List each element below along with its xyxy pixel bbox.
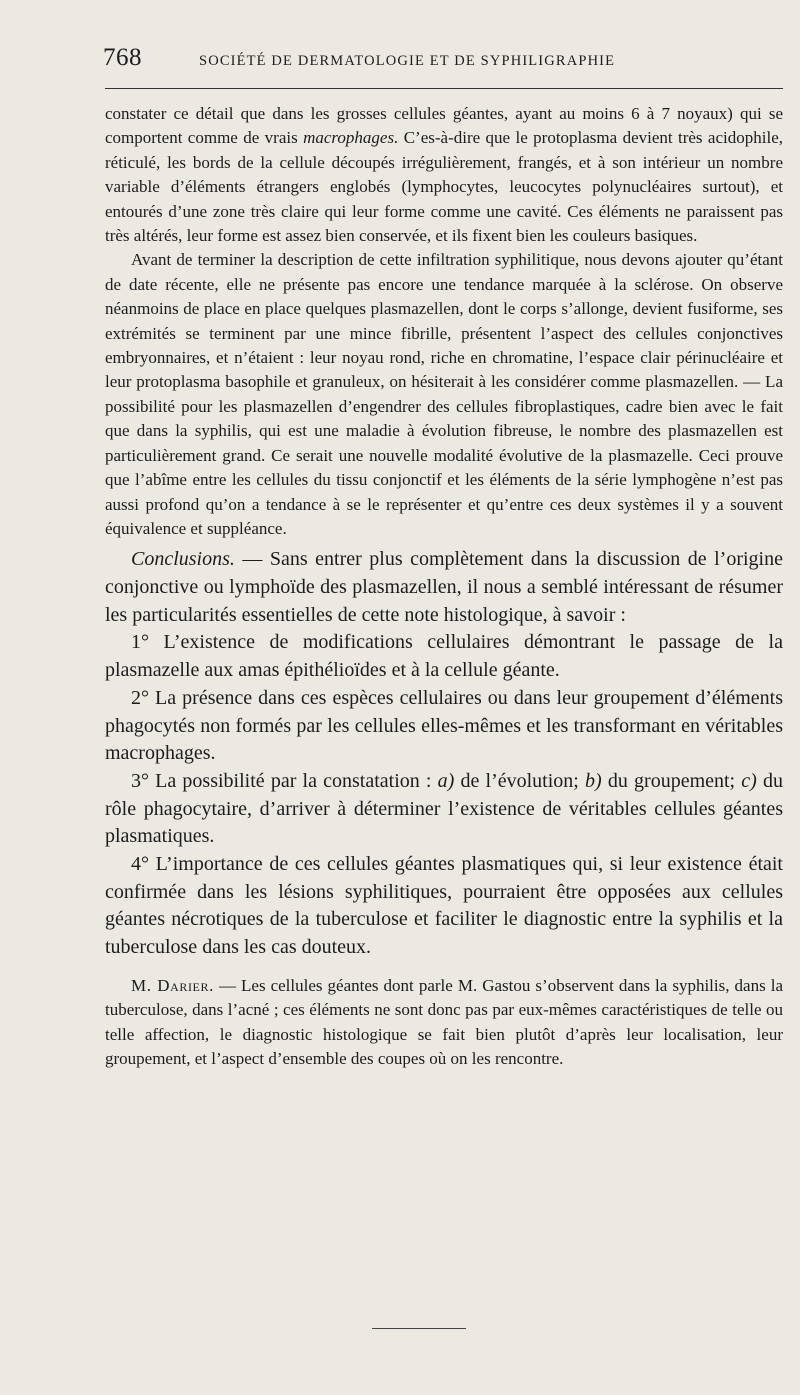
conclusion-item-4: 4° L’importance de ces cellules géantes plasmatiques qui, si leur existence était confirmée dans les lésions syphilitiques, pourraient être opposées aux cellules géantes nécrotiques de la tuberculose et faciliter le diagnostic entre la syphilis et la tuberculose dans les cas douteux. [105, 853, 783, 959]
conclusion-item-3 [105, 768, 783, 851]
discussion-paragraph [105, 974, 783, 1072]
italic-term: macrophages. [303, 128, 399, 148]
conclusion-text: du rôle phagocytaire, d’arriver à déterminer l’existence de véritables cellules géantes plasmatiques. [105, 769, 784, 848]
conclusion-text: du groupement; [601, 769, 742, 792]
page-number: 768 [103, 44, 142, 71]
paragraph-description: Avant de terminer la description de cette infiltration syphilitique, nous devons ajouter qu’étant de date récente, elle ne présente pas encore une tendance marquée à la sclérose. On observe néanmoins de place en place quelques plasmazellen, dont le corps s’allonge, devient fusiforme, ses extrémités se terminent par une mince fibrille, présentent l’aspect des cellules conjonctives embryonnaires, et n’étaient : leur noyau rond, riche en chromatine, l’espace clair périnucléaire et leur protoplasma basophile et granuleux, on hésiterait à les considérer comme plasmazellen. — La possibilité pour les plasmazellen d’engendrer des cellules fibroplastiques, cadre bien avec le fait que dans la syphilis, qui est une maladie à évolution fibreuse, le nombre des plasmazellen est particulièrement grand. Ce serait une nouvelle modalité évolutive de la plasmazelle. Ceci prouve que l’abîme entre les cellules du tissu conjonctif et les éléments de la série lymphogène n’est pas aussi profond qu’on a tendance à se le représenter et qu’entre ces deux systèmes il y a souvent équivalence et suppléance. [105, 250, 783, 538]
discussion-text: — Les cellules géantes dont parle M. Gastou s’observent dans la syphilis, dans la tuberculose, dans l’acné ; ces éléments ne sont donc pas par eux-mêmes caractéristiques de telle ou telle affection, le diagnostic histologique se fait bien plutôt d’après leur localisation, leur groupement, et l’aspect d’ensemble des coupes où on les rencontre. [105, 975, 783, 1069]
conclusion-item-1: 1° L’existence de modifications cellulaires démontrant le passage de la plasmazelle aux amas épithélioïdes et à la cellule géante. [105, 631, 783, 682]
paragraph-text: constater ce détail que dans les grosses cellules géantes, ayant au moins 6 à 7 noyaux) qui se comportent comme de vrais [105, 104, 783, 148]
list-letter: b) [585, 769, 602, 792]
paragraph-continuation [105, 102, 783, 248]
conclusions-heading: Conclusions. [131, 548, 235, 571]
conclusion-text: de l’évolution; [454, 769, 586, 792]
conclusion-item-2: 2° La présence dans ces espèces cellulaires ou dans leur groupement d’éléments phagocytés non formés par les cellules elles-mêmes et les transformant en véritables macrophages. [105, 686, 783, 765]
conclusion-text: 3° La possibilité par la constatation : [131, 769, 438, 792]
speaker-name: M. Darier. [131, 975, 214, 995]
paragraph-text: C’es-à-dire que le protoplasma devient très acidophile, réticulé, les bords de la cellule découpés irrégulièrement, frangés, et à son intérieur un nombre variable d’éléments étrangers englobés (lymphocytes, leucocytes polynucléaires surtout), et entourés d’une zone très claire qui leur forme comme une cavité. Ces éléments ne paraissent pas très altérés, leur forme est assez bien conservée, et ils fixent bien les couleurs basiques. [105, 128, 783, 246]
conclusions-intro-text: — Sans entrer plus complètement dans la discussion de l’origine conjonctive ou lymphoïde des plasmazellen, il nous a semblé intéressant de résumer les particularités essentielles de cette note histologique, à savoir : [105, 548, 783, 626]
list-letter: c) [741, 769, 757, 792]
end-rule [372, 1328, 466, 1329]
list-letter: a) [437, 769, 455, 792]
conclusions-intro [105, 546, 783, 629]
page-header [103, 44, 783, 78]
header-rule [105, 88, 783, 89]
page-body [105, 102, 783, 1071]
running-title: SOCIÉTÉ DE DERMATOLOGIE ET DE SYPHILIGRAPHIE [199, 53, 616, 69]
